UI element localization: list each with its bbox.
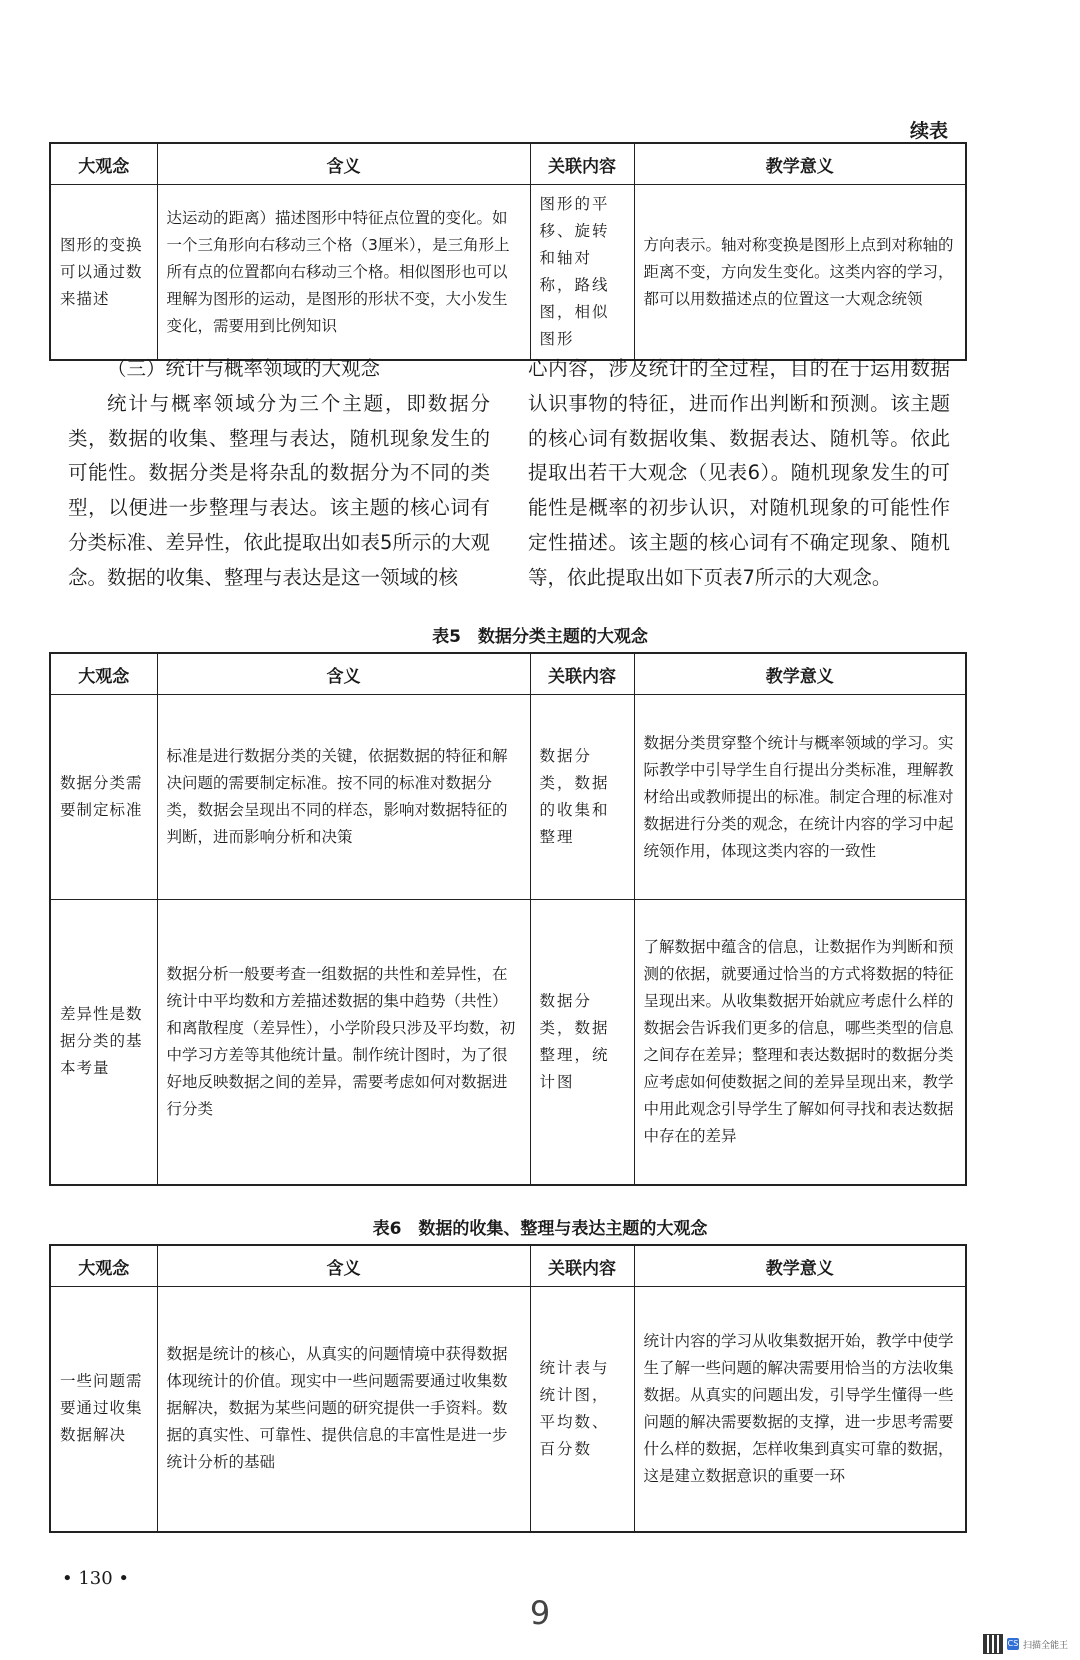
table-header-row — [50, 653, 966, 695]
section-heading: （三）统计与概率领域的大观念 — [107, 357, 381, 380]
table-row — [50, 900, 966, 1185]
cell-related: 数据分类，数据的收集和整理 — [530, 695, 634, 900]
page-number: • 130 • — [62, 1568, 130, 1589]
body-right-column — [528, 352, 950, 596]
body-left-column — [68, 352, 490, 596]
cell-meaning: 数据是统计的核心，从真实的问题情境中获得数据体现统计的价值。现实中一些问题需要通过收集数据解决，数据为某些问题的研究提供一手资料。数据的真实性、可靠性、提供信息的丰富性是进一步统计分析的基础 — [157, 1287, 530, 1532]
cell-concept: 一些问题需要通过收集数据解决 — [50, 1287, 157, 1532]
table-row — [50, 185, 966, 361]
header-significance: 教学意义 — [634, 143, 966, 185]
cell-significance: 方向表示。轴对称变换是图形上点到对称轴的距离不变，方向发生变化。这类内容的学习，都可以用数描述点的位置这一大观念统领 — [634, 185, 966, 361]
table5 — [49, 652, 967, 1186]
body-paragraph-left: 统计与概率领域分为三个主题，即数据分类，数据的收集、整理与表达，随机现象发生的可能性。数据分类是将杂乱的数据分为不同的类型，以便进一步整理与表达。该主题的核心词有分类标准、差异性，依此提取出如表5所示的大观念。数据的收集、整理与表达是这一领域的核 — [68, 391, 490, 589]
cell-significance: 了解数据中蕴含的信息，让数据作为判断和预测的依据，就要通过恰当的方式将数据的特征呈现出来。从收集数据开始就应考虑什么样的数据会告诉我们更多的信息，哪些类型的信息之间存在差异；整理和表达数据时的数据分类应考虑如何使数据之间的差异呈现出来，教学中用此观念引导学生了解如何寻找和表达数据中存在的差异 — [634, 900, 966, 1185]
cell-significance: 数据分类贯穿整个统计与概率领域的学习。实际教学中引导学生自行提出分类标准，理解教材给出或教师提出的标准。制定合理的标准对数据进行分类的观念，在统计内容的学习中起统领作用，体现这类内容的一致性 — [634, 695, 966, 900]
cell-concept: 差异性是数据分类的基本考量 — [50, 900, 157, 1185]
cell-meaning: 标准是进行数据分类的关键，依据数据的特征和解决问题的需要制定标准。按不同的标准对数据分类，数据会呈现出不同的样态，影响对数据特征的判断，进而影响分析和决策 — [157, 695, 530, 900]
scanner-watermark — [983, 1634, 1068, 1654]
table6-caption: 表6 数据的收集、整理与表达主题的大观念 — [372, 1219, 708, 1239]
table6 — [49, 1244, 967, 1533]
header-meaning: 含义 — [157, 1245, 530, 1287]
header-meaning: 含义 — [157, 143, 530, 185]
header-significance: 教学意义 — [634, 1245, 966, 1287]
cell-related: 图形的平移、旋转和轴对称，路线图，相似图形 — [530, 185, 634, 361]
header-concept: 大观念 — [50, 1245, 157, 1287]
cell-concept: 数据分类需要制定标准 — [50, 695, 157, 900]
scan-page-number: 9 — [529, 1594, 551, 1632]
cell-related: 统计表与统计图，平均数、百分数 — [530, 1287, 634, 1532]
cell-related: 数据分类，数据整理，统计图 — [530, 900, 634, 1185]
cell-concept: 图形的变换可以通过数来描述 — [50, 185, 157, 361]
header-concept: 大观念 — [50, 653, 157, 695]
header-related: 关联内容 — [530, 1245, 634, 1287]
table-header-row — [50, 1245, 966, 1287]
body-paragraph-right: 心内容，涉及统计的全过程，目的在于运用数据认识事物的特征，进而作出判断和预测。该主题的核心词有数据收集、数据表达、随机等。依此提取出若干大观念（见表6）。随机现象发生的可能性是概率的初步认识，对随机现象的可能性作定性描述。该主题的核心词有不确定现象、随机等，依此提取出如下页表7所示的大观念。 — [528, 357, 950, 589]
cell-meaning: 达运动的距离）描述图形中特征点位置的变化。如一个三角形向右移动三个格（3厘米），是三角形上所有点的位置都向右移动三个格。相似图形也可以理解为图形的运动，是图形的形状不变，大小发生变化，需要用到比例知识 — [157, 185, 530, 361]
qr-code-icon — [983, 1634, 1003, 1654]
header-meaning: 含义 — [157, 653, 530, 695]
header-concept: 大观念 — [50, 143, 157, 185]
continued-table — [49, 142, 967, 361]
cell-meaning: 数据分析一般要考查一组数据的共性和差异性，在统计中平均数和方差描述数据的集中趋势（共性）和离散程度（差异性），小学阶段只涉及平均数，初中学习方差等其他统计量。制作统计图时，为了很好地反映数据之间的差异，需要考虑如何对数据进行分类 — [157, 900, 530, 1185]
header-related: 关联内容 — [530, 653, 634, 695]
scanner-logo-icon: CS — [1007, 1639, 1019, 1648]
table5-caption: 表5 数据分类主题的大观念 — [432, 627, 648, 647]
cell-significance: 统计内容的学习从收集数据开始，教学中使学生了解一些问题的解决需要用恰当的方法收集数据。从真实的问题出发，引导学生懂得一些问题的解决需要数据的支撑，进一步思考需要什么样的数据，怎样收集到真实可靠的数据，这是建立数据意识的重要一环 — [634, 1287, 966, 1532]
table-row — [50, 1287, 966, 1532]
table-header-row — [50, 143, 966, 185]
continued-label: 续表 — [909, 120, 948, 142]
table-row — [50, 695, 966, 900]
header-significance: 教学意义 — [634, 653, 966, 695]
watermark-text: 扫描全能王 — [1022, 1640, 1068, 1651]
header-related: 关联内容 — [530, 143, 634, 185]
